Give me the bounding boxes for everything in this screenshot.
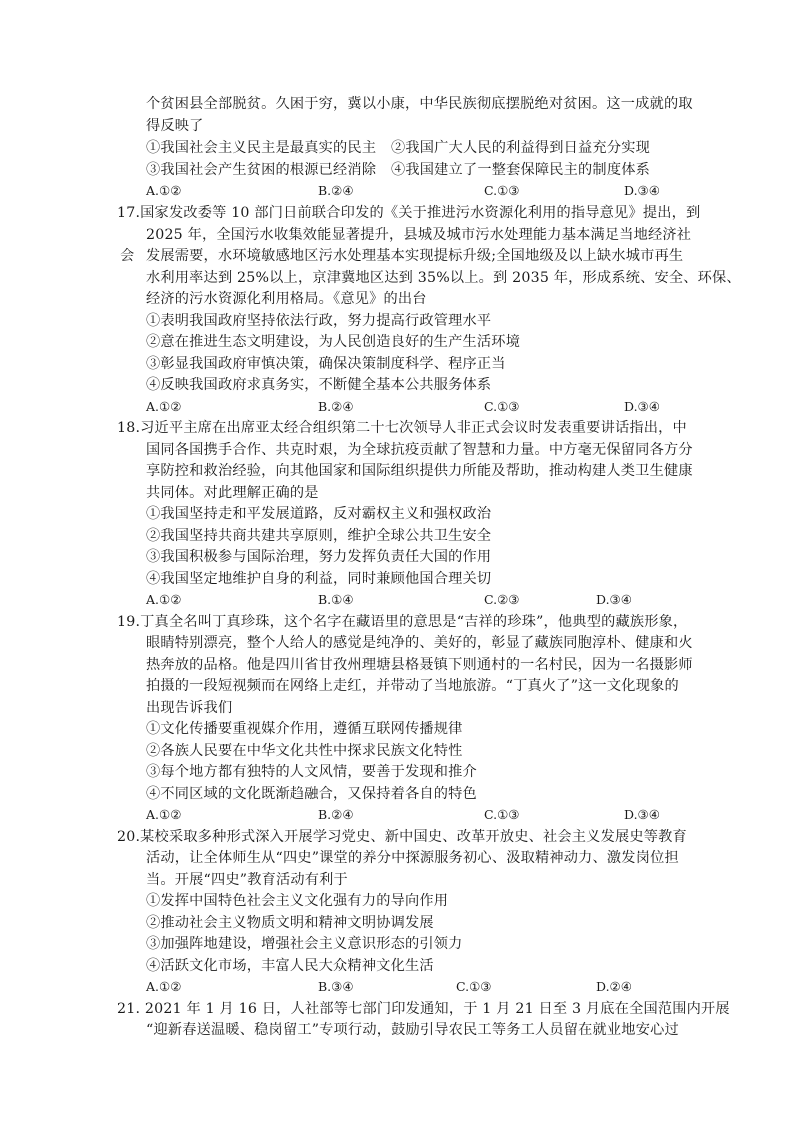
q16-stem-line-1: 个贫困县全部脱贫。久困于穷，冀以小康，中华民族彻底摆脱绝对贫困。这一成就的取: [146, 96, 693, 112]
q17-statement-1: ①表明我国政府坚持依法行政，努力提高行政管理水平: [146, 313, 492, 329]
q17-options: [146, 397, 666, 417]
option-c[interactable]: C.①③: [484, 399, 520, 414]
q18-options: [146, 590, 666, 610]
q17-stem-line-6: 经济的污水资源化利用格局。《意见》的出台: [146, 291, 427, 307]
q17-stem-line-2: 2025 年，全国污水收集效能显著提升，县城及城市污水处理能力基本满足当地经济社: [146, 227, 692, 243]
q18-statement-4: ④我国坚定地维护自身的利益，同时兼顾他国合理关切: [146, 571, 492, 587]
q17-stem-line-4: 发展需要，水环境敏感地区污水处理基本实现提标升级;全国地级及以上缺水城市再生: [146, 248, 684, 264]
q17-statement-4: ④反映我国政府求真务实，不断健全基本公共服务体系: [146, 377, 492, 393]
q16-statement-2: ②我国广大人民的利益得到日益充分实现: [391, 140, 650, 156]
option-d[interactable]: D.③④: [624, 399, 660, 414]
q16-statement-4: ④我国建立了一整套保障民主的制度体系: [391, 162, 650, 178]
option-b[interactable]: B.②④: [318, 399, 354, 414]
q18-statement-2: ②我国坚持共商共建共享原则，维护全球公共卫生安全: [146, 528, 492, 544]
option-c[interactable]: C.①③: [484, 807, 520, 822]
q19-stem-line-1: 19.丁真全名叫丁真珍珠，这个名字在藏语里的意思是“吉祥的珍珠”，他典型的藏族形象，: [117, 614, 688, 630]
q19-stem-line-3: 热奔放的品格。他是四川省甘孜州理塘县格聂镇下则通村的一名村民，因为一名摄影师: [146, 657, 693, 673]
option-b[interactable]: B.②④: [318, 183, 354, 198]
q19-statement-1: ①文化传播要重视媒介作用，遵循互联网传播规律: [146, 721, 463, 737]
q18-stem-line-4: 共同体。对此理解正确的是: [146, 485, 319, 501]
option-c[interactable]: C.②③: [484, 592, 520, 607]
q19-stem-line-4: 拍摄的一段短视频而在网络上走红，并带动了当地旅游。“丁真火了”这一文化现象的: [146, 678, 679, 694]
q18-stem-line-2: 国同各国携手合作、共克时艰，为全球抗疫贡献了智慧和力量。中方毫无保留同各方分: [146, 442, 693, 458]
option-d[interactable]: D.③④: [596, 592, 632, 607]
option-a[interactable]: A.①②: [146, 183, 182, 198]
q16-stem-line-2: 得反映了: [146, 118, 204, 134]
q20-stem-line-1: 20.某校采取多种形式深入开展学习党史、新中国史、改革开放史、社会主义发展史等教育: [117, 829, 687, 845]
option-d[interactable]: D.③④: [624, 807, 660, 822]
q16-statement-1: ①我国社会主义民主是最真实的民主: [146, 140, 377, 156]
q20-statement-3: ③加强阵地建设，增强社会主义意识形态的引领力: [146, 936, 463, 952]
q19-statement-2: ②各族人民要在中华文化共性中探求民族文化特性: [146, 743, 463, 759]
q21-stem-line-2: “迎新春送温暖、稳岗留工”专项行动，鼓励引导农民工等务工人员留在就业地安心过: [146, 1022, 679, 1038]
q18-statement-3: ③我国积极参与国际治理，努力发挥负责任大国的作用: [146, 549, 492, 565]
option-a[interactable]: A.①②: [146, 807, 182, 822]
q18-stem-line-3: 享防控和救治经验，向其他国家和国际组织提供力所能及帮助，推动构建人类卫生健康: [146, 463, 693, 479]
q20-statement-1: ①发挥中国特色社会主义文化强有力的导向作用: [146, 893, 449, 909]
q21-stem-line-1: 21. 2021 年 1 月 16 日，人社部等七部门印发通知，于 1 月 21 日至 3 月底在全国范围内开展: [117, 1001, 730, 1017]
q17-statement-3: ③彰显我国政府审慎决策，确保决策制度科学、程序正当: [146, 356, 506, 372]
q19-statement-3: ③每个地方都有独特的人文风情，要善于发现和推介: [146, 764, 477, 780]
option-a[interactable]: A.①②: [146, 592, 182, 607]
q20-statement-4: ④活跃文化市场，丰富人民大众精神文化生活: [146, 958, 434, 974]
option-b[interactable]: B.②④: [318, 807, 354, 822]
q16-statement-3: ③我国社会产生贫困的根源已经消除: [146, 162, 377, 178]
q20-stem-line-2: 活动，让全体师生从“四史”课堂的养分中探源服务初心、汲取精神动力、激发岗位担: [146, 850, 679, 866]
q19-stem-line-2: 眼睛特别漂亮，整个人给人的感觉是纯净的、美好的，彰显了藏族同胞淳朴、健康和火: [146, 635, 693, 651]
option-d[interactable]: D.②④: [596, 979, 632, 994]
option-d[interactable]: D.③④: [624, 183, 660, 198]
option-b[interactable]: B.①④: [318, 592, 354, 607]
q20-statement-2: ②推动社会主义物质文明和精神文明协调发展: [146, 915, 434, 931]
q16-options: [146, 181, 666, 201]
q17-stem-line-5: 水利用率达到 25%以上，京津冀地区达到 35%以上。到 2035 年，形成系统、安全、环保、: [146, 270, 741, 286]
option-c[interactable]: C.①③: [456, 979, 492, 994]
q19-options: [146, 805, 666, 825]
option-a[interactable]: A.①②: [146, 399, 182, 414]
q18-statement-1: ①我国坚持走和平发展道路，反对霸权主义和强权政治: [146, 506, 492, 522]
option-a[interactable]: A.①②: [146, 979, 182, 994]
q17-statement-2: ②意在推进生态文明建设，为人民创造良好的生产生活环境: [146, 334, 521, 350]
q20-stem-line-3: 当。开展“四史”教育活动有利于: [146, 872, 348, 888]
q17-stem-line-3: 会: [120, 248, 135, 264]
option-c[interactable]: C.①③: [484, 183, 520, 198]
q19-stem-line-5: 出现告诉我们: [146, 700, 233, 716]
option-b[interactable]: B.③④: [318, 979, 354, 994]
q17-stem-line-1: 17.国家发改委等 10 部门日前联合印发的《关于推进污水资源化利用的指导意见》提出，到: [117, 205, 701, 221]
q19-statement-4: ④不同区域的文化既渐趋融合，又保持着各自的特色: [146, 786, 477, 802]
q18-stem-line-1: 18.习近平主席在出席亚太经合组织第二十七次领导人非正式会议时发表重要讲话指出，中: [117, 420, 687, 436]
q20-options: [146, 977, 666, 997]
